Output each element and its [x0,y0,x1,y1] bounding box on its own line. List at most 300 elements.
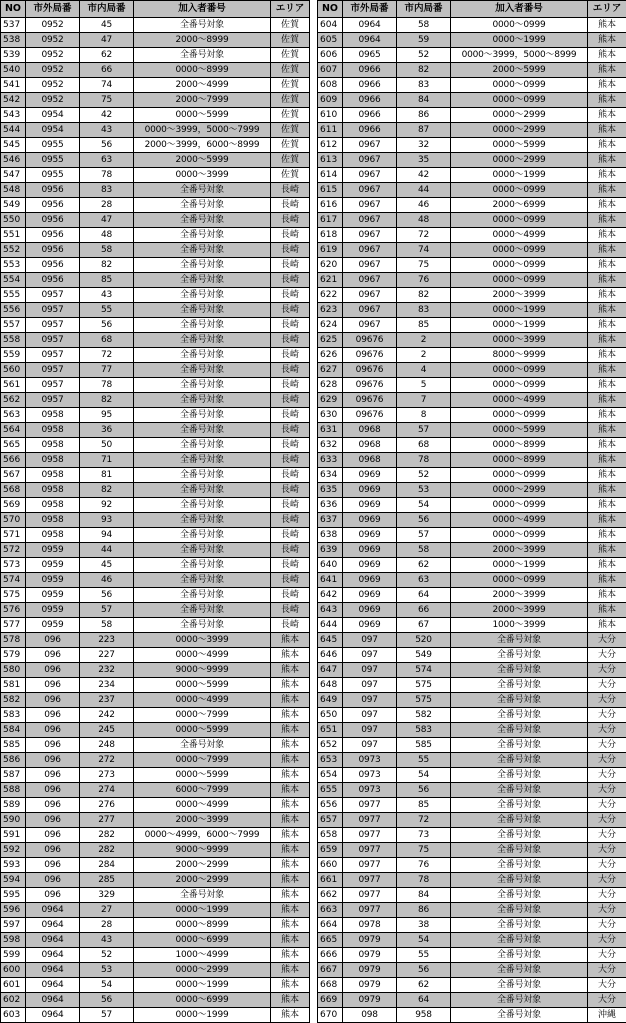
cell-area-code: 0966 [343,93,397,108]
cell-no: 608 [318,78,343,93]
cell-subscriber-numbers: 全番号対象 [451,753,588,768]
cell-area: 熊本 [588,588,626,603]
cell-no: 572 [1,543,26,558]
cell-local-code: 63 [397,573,451,588]
cell-local-code: 63 [80,153,134,168]
cell-local-code: 87 [397,123,451,138]
table-row [318,663,626,678]
cell-area: 熊本 [588,48,626,63]
cell-local-code: 81 [80,468,134,483]
cell-no: 655 [318,783,343,798]
table-row [1,303,310,318]
cell-no: 581 [1,678,26,693]
cell-area-code: 0966 [343,123,397,138]
cell-subscriber-numbers: 0000～5999 [134,768,271,783]
cell-subscriber-numbers: 全番号対象 [451,828,588,843]
cell-subscriber-numbers: 2000～3999 [134,813,271,828]
cell-area-code: 097 [343,693,397,708]
table-row [1,273,310,288]
cell-area: 佐賀 [271,138,310,153]
cell-no: 562 [1,393,26,408]
header-no: NO [1,1,26,18]
cell-area-code: 0957 [26,393,80,408]
cell-area-code: 0954 [26,108,80,123]
cell-area: 熊本 [588,213,626,228]
cell-area-code: 0964 [343,33,397,48]
cell-no: 598 [1,933,26,948]
cell-subscriber-numbers: 全番号対象 [134,273,271,288]
cell-area-code: 0959 [26,558,80,573]
cell-subscriber-numbers: 9000～9999 [134,663,271,678]
cell-no: 664 [318,918,343,933]
cell-subscriber-numbers: 全番号対象 [134,183,271,198]
table-row [318,78,626,93]
cell-local-code: 58 [80,618,134,633]
cell-local-code: 83 [397,303,451,318]
cell-local-code: 67 [397,618,451,633]
cell-area-code: 096 [26,663,80,678]
cell-area-code: 09676 [343,378,397,393]
cell-subscriber-numbers: 0000～5999 [134,108,271,123]
cell-area-code: 0964 [26,948,80,963]
cell-no: 582 [1,693,26,708]
cell-local-code: 4 [397,363,451,378]
table-row [1,408,310,423]
cell-local-code: 58 [80,243,134,258]
cell-no: 639 [318,543,343,558]
cell-subscriber-numbers: 0000～0999 [451,243,588,258]
cell-no: 659 [318,843,343,858]
header-local-code: 市内局番 [80,1,134,18]
cell-area-code: 0966 [343,63,397,78]
cell-no: 559 [1,348,26,363]
cell-subscriber-numbers: 0000～0999 [451,363,588,378]
cell-local-code: 42 [397,168,451,183]
cell-no: 565 [1,438,26,453]
cell-area-code: 0979 [343,963,397,978]
table-row [318,723,626,738]
cell-area: 熊本 [271,858,310,873]
cell-local-code: 5 [397,378,451,393]
table-row [318,933,626,948]
cell-no: 635 [318,483,343,498]
cell-area: 熊本 [588,93,626,108]
cell-no: 649 [318,693,343,708]
table-row [318,948,626,963]
cell-area: 熊本 [588,468,626,483]
table-row [318,873,626,888]
cell-local-code: 54 [80,978,134,993]
cell-no: 616 [318,198,343,213]
cell-subscriber-numbers: 0000～3999 [451,333,588,348]
cell-area: 熊本 [271,708,310,723]
cell-no: 584 [1,723,26,738]
cell-subscriber-numbers: 0000～4999，6000～7999 [134,828,271,843]
table-row [1,393,310,408]
cell-local-code: 2 [397,333,451,348]
cell-local-code: 72 [397,813,451,828]
cell-no: 569 [1,498,26,513]
cell-no: 549 [1,198,26,213]
cell-no: 606 [318,48,343,63]
cell-area: 長崎 [271,183,310,198]
cell-area-code: 0958 [26,498,80,513]
cell-local-code: 76 [397,858,451,873]
table-row [1,543,310,558]
cell-subscriber-numbers: 全番号対象 [134,48,271,63]
cell-area-code: 0955 [26,138,80,153]
cell-no: 597 [1,918,26,933]
cell-area-code: 097 [343,708,397,723]
cell-area-code: 0958 [26,453,80,468]
cell-subscriber-numbers: 全番号対象 [134,228,271,243]
cell-no: 660 [318,858,343,873]
cell-subscriber-numbers: 全番号対象 [451,783,588,798]
header-subscriber-numbers: 加入者番号 [134,1,271,18]
cell-subscriber-numbers: 全番号対象 [134,393,271,408]
cell-area-code: 0977 [343,798,397,813]
cell-no: 538 [1,33,26,48]
cell-subscriber-numbers: 0000～2999 [451,108,588,123]
cell-subscriber-numbers: 8000～9999 [451,348,588,363]
table-row [318,918,626,933]
table-row [318,978,626,993]
cell-subscriber-numbers: 0000～5999 [134,678,271,693]
table-row [1,438,310,453]
cell-no: 556 [1,303,26,318]
cell-area: 長崎 [271,213,310,228]
cell-area: 熊本 [271,738,310,753]
cell-local-code: 232 [80,663,134,678]
cell-subscriber-numbers: 0000～1999 [134,903,271,918]
cell-area-code: 096 [26,678,80,693]
cell-area-code: 0956 [26,198,80,213]
cell-area: 熊本 [588,378,626,393]
cell-subscriber-numbers: 0000～2999 [134,963,271,978]
cell-no: 624 [318,318,343,333]
header-area-code: 市外局番 [343,1,397,18]
cell-local-code: 234 [80,678,134,693]
table-row [1,333,310,348]
cell-no: 645 [318,633,343,648]
cell-area-code: 096 [26,828,80,843]
cell-subscriber-numbers: 全番号対象 [451,933,588,948]
cell-area-code: 0967 [343,168,397,183]
cell-area-code: 0967 [343,258,397,273]
cell-no: 552 [1,243,26,258]
cell-area: 大分 [588,783,626,798]
cell-area: 長崎 [271,228,310,243]
cell-area: 大分 [588,993,626,1008]
cell-no: 669 [318,993,343,1008]
cell-subscriber-numbers: 0000～6999 [134,993,271,1008]
cell-local-code: 74 [80,78,134,93]
cell-local-code: 86 [397,108,451,123]
cell-subscriber-numbers: 2000～3999 [451,543,588,558]
cell-area-code: 096 [26,693,80,708]
cell-area-code: 0968 [343,438,397,453]
cell-area-code: 0952 [26,78,80,93]
cell-no: 654 [318,768,343,783]
cell-local-code: 223 [80,633,134,648]
cell-local-code: 73 [397,828,451,843]
table-row [1,663,310,678]
cell-subscriber-numbers: 2000～5999 [451,63,588,78]
cell-subscriber-numbers: 0000～0999 [451,93,588,108]
cell-no: 605 [318,33,343,48]
cell-area: 熊本 [588,108,626,123]
cell-area: 長崎 [271,438,310,453]
cell-local-code: 78 [80,168,134,183]
cell-local-code: 54 [397,933,451,948]
cell-area: 長崎 [271,273,310,288]
cell-subscriber-numbers: 0000～0999 [451,183,588,198]
table-row [1,18,310,33]
cell-local-code: 58 [397,18,451,33]
cell-subscriber-numbers: 2000～3999 [451,288,588,303]
cell-local-code: 54 [397,768,451,783]
cell-subscriber-numbers: 0000～4999 [134,693,271,708]
table-row [1,228,310,243]
cell-area: 大分 [588,873,626,888]
cell-area: 佐賀 [271,168,310,183]
cell-area-code: 096 [26,888,80,903]
cell-no: 656 [318,798,343,813]
cell-no: 561 [1,378,26,393]
cell-local-code: 48 [397,213,451,228]
table-row [318,468,626,483]
cell-no: 603 [1,1008,26,1023]
cell-area: 熊本 [588,183,626,198]
cell-subscriber-numbers: 2000～3999，6000～8999 [134,138,271,153]
table-row [318,528,626,543]
cell-subscriber-numbers: 全番号対象 [451,708,588,723]
table-row [1,378,310,393]
cell-subscriber-numbers: 全番号対象 [134,558,271,573]
cell-area: 長崎 [271,498,310,513]
cell-local-code: 7 [397,393,451,408]
cell-local-code: 284 [80,858,134,873]
cell-area: 熊本 [588,543,626,558]
cell-area-code: 0957 [26,378,80,393]
cell-area-code: 0952 [26,33,80,48]
cell-no: 650 [318,708,343,723]
cell-area-code: 0958 [26,528,80,543]
cell-subscriber-numbers: 0000～1999 [451,168,588,183]
cell-no: 567 [1,468,26,483]
cell-local-code: 57 [397,423,451,438]
cell-subscriber-numbers: 全番号対象 [134,423,271,438]
cell-local-code: 58 [397,543,451,558]
cell-local-code: 82 [80,393,134,408]
table-row [1,198,310,213]
table-row [318,183,626,198]
cell-area: 大分 [588,888,626,903]
table-row [1,903,310,918]
table-row [318,543,626,558]
cell-area-code: 0973 [343,783,397,798]
table-row [1,738,310,753]
table-row [318,393,626,408]
cell-local-code: 272 [80,753,134,768]
cell-area: 熊本 [271,798,310,813]
cell-area: 大分 [588,678,626,693]
cell-no: 601 [1,978,26,993]
table-row [318,378,626,393]
table-row [318,588,626,603]
cell-subscriber-numbers: 全番号対象 [451,723,588,738]
cell-area: 佐賀 [271,78,310,93]
cell-area: 熊本 [588,63,626,78]
cell-local-code: 62 [80,48,134,63]
cell-subscriber-numbers: 全番号対象 [451,663,588,678]
cell-local-code: 273 [80,768,134,783]
table-row [318,108,626,123]
cell-area: 長崎 [271,393,310,408]
table-row [1,213,310,228]
table-row [318,333,626,348]
cell-area-code: 0973 [343,753,397,768]
table-row [318,408,626,423]
cell-area: 長崎 [271,198,310,213]
cell-area-code: 0952 [26,18,80,33]
cell-subscriber-numbers: 2000～2999 [134,858,271,873]
table-row [1,453,310,468]
cell-subscriber-numbers: 全番号対象 [134,438,271,453]
cell-no: 667 [318,963,343,978]
cell-subscriber-numbers: 0000～8999 [134,918,271,933]
cell-local-code: 68 [80,333,134,348]
cell-area-code: 0957 [26,333,80,348]
cell-local-code: 32 [397,138,451,153]
cell-area: 大分 [588,843,626,858]
table-row [1,528,310,543]
cell-no: 573 [1,558,26,573]
cell-subscriber-numbers: 0000～4999 [134,648,271,663]
cell-no: 560 [1,363,26,378]
cell-area: 佐賀 [271,93,310,108]
cell-area: 佐賀 [271,153,310,168]
cell-local-code: 57 [80,603,134,618]
cell-area: 長崎 [271,318,310,333]
cell-area-code: 0969 [343,513,397,528]
cell-subscriber-numbers: 全番号対象 [451,648,588,663]
table-row [1,963,310,978]
cell-local-code: 282 [80,843,134,858]
cell-area-code: 0969 [343,483,397,498]
cell-local-code: 8 [397,408,451,423]
cell-subscriber-numbers: 0000～6999 [134,933,271,948]
cell-subscriber-numbers: 全番号対象 [134,618,271,633]
cell-no: 586 [1,753,26,768]
table-row [1,1008,310,1023]
cell-local-code: 66 [397,603,451,618]
cell-area: 大分 [588,828,626,843]
cell-area: 佐賀 [271,33,310,48]
table-row [318,798,626,813]
table-row [1,603,310,618]
cell-local-code: 59 [397,33,451,48]
cell-subscriber-numbers: 0000～5999 [451,423,588,438]
cell-area-code: 0968 [343,453,397,468]
cell-area-code: 0969 [343,588,397,603]
cell-area-code: 0969 [343,573,397,588]
table-row [1,708,310,723]
cell-area: 長崎 [271,483,310,498]
cell-subscriber-numbers: 全番号対象 [134,198,271,213]
table-row [1,813,310,828]
table-row [1,948,310,963]
cell-area-code: 0967 [343,318,397,333]
cell-no: 546 [1,153,26,168]
cell-local-code: 585 [397,738,451,753]
table-row [1,723,310,738]
cell-subscriber-numbers: 全番号対象 [451,903,588,918]
cell-local-code: 277 [80,813,134,828]
cell-area: 熊本 [588,513,626,528]
cell-subscriber-numbers: 0000～0999 [451,213,588,228]
table-row [318,618,626,633]
cell-area-code: 0954 [26,123,80,138]
table-row [318,558,626,573]
cell-subscriber-numbers: 0000～0999 [451,378,588,393]
cell-subscriber-numbers: 全番号対象 [134,483,271,498]
cell-no: 596 [1,903,26,918]
cell-area: 熊本 [271,783,310,798]
cell-no: 630 [318,408,343,423]
cell-area: 長崎 [271,468,310,483]
header-area-code: 市外局番 [26,1,80,18]
table-row [1,993,310,1008]
table-row [318,363,626,378]
cell-area: 熊本 [588,363,626,378]
cell-no: 545 [1,138,26,153]
cell-no: 623 [318,303,343,318]
cell-area: 熊本 [588,33,626,48]
cell-area: 熊本 [588,408,626,423]
table-row [1,768,310,783]
cell-no: 590 [1,813,26,828]
table-row [1,843,310,858]
cell-area-code: 0964 [26,918,80,933]
table-header-row [318,1,626,18]
cell-local-code: 227 [80,648,134,663]
cell-area-code: 0958 [26,438,80,453]
cell-no: 615 [318,183,343,198]
table-row [318,198,626,213]
table-row [1,933,310,948]
cell-area: 熊本 [588,153,626,168]
cell-area-code: 096 [26,708,80,723]
cell-subscriber-numbers: 全番号対象 [134,243,271,258]
cell-area-code: 0965 [343,48,397,63]
cell-local-code: 46 [80,573,134,588]
cell-area-code: 0979 [343,978,397,993]
cell-area-code: 0967 [343,273,397,288]
cell-subscriber-numbers: 全番号対象 [134,288,271,303]
cell-no: 588 [1,783,26,798]
cell-area: 熊本 [271,663,310,678]
cell-area-code: 0952 [26,48,80,63]
cell-area: 佐賀 [271,18,310,33]
cell-area: 熊本 [588,243,626,258]
table-header-row [1,1,310,18]
cell-local-code: 82 [397,63,451,78]
cell-no: 653 [318,753,343,768]
cell-no: 658 [318,828,343,843]
cell-local-code: 958 [397,1008,451,1023]
cell-subscriber-numbers: 0000～2999 [451,483,588,498]
